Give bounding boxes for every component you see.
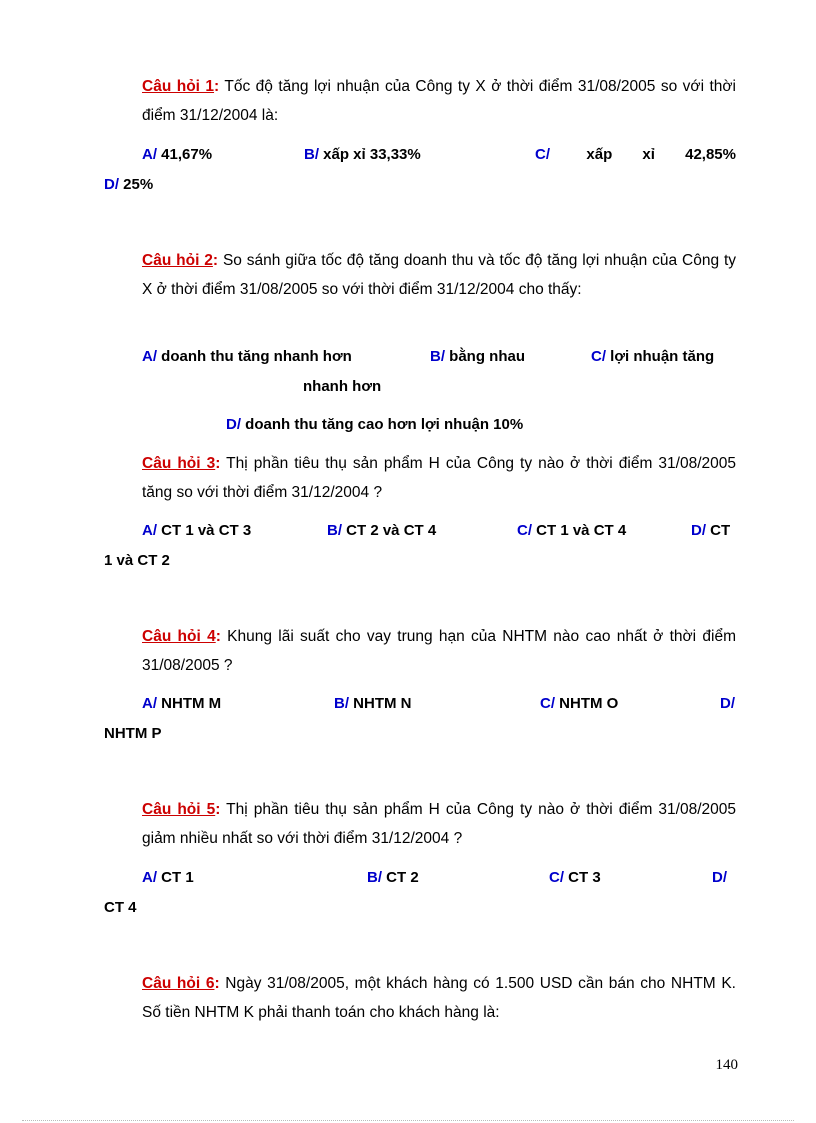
option-b: B/ NHTM N (334, 695, 412, 712)
option-d: D/ 25% (104, 176, 154, 193)
option-d: D/ (712, 869, 727, 886)
question-text: So sánh giữa tốc độ tăng doanh thu và tốc độ tăng lợi nhuận của Công ty X ở thời điểm 31/08/2005 so với thời điểm 31/12/2004 cho thấy: (142, 252, 736, 298)
question-label: Câu hỏi 4 (142, 628, 216, 645)
question-text: Ngày 31/08/2005, một khách hàng có 1.500 USD cần bán cho NHTM K. Số tiền NHTM K phải thanh toán cho khách hàng là: (142, 975, 736, 1021)
option-c: C/ lợi nhuận tăng (591, 348, 715, 365)
page-number: 140 (715, 1057, 738, 1073)
option-c: C/ xấp xỉ 42,85% (535, 146, 736, 163)
question-text: Thị phần tiêu thụ sản phẩm H của Công ty nào ở thời điểm 31/08/2005 giảm nhiều nhất so với thời điểm 31/12/2004 ? (142, 801, 736, 847)
option-a: A/ NHTM M (142, 695, 222, 712)
option-d-continued: 1 và CT 2 (104, 552, 170, 569)
option-c: C/ CT 3 (549, 869, 601, 886)
question-6: Câu hỏi 6: Ngày 31/08/2005, một khách hàng có 1.500 USD cần bán cho NHTM K. Số tiền NHTM K phải thanh toán cho khách hàng là: (142, 975, 736, 1021)
question-text: Khung lãi suất cho vay trung hạn của NHTM nào cao nhất ở thời điểm 31/08/2005 ? (142, 628, 736, 674)
option-b: B/ xấp xỉ 33,33% (304, 146, 421, 163)
question-label: Câu hỏi 2 (142, 252, 213, 269)
question-4: Câu hỏi 4: Khung lãi suất cho vay trung hạn của NHTM nào cao nhất ở thời điểm 31/08/2005 ? (142, 628, 736, 674)
question-text: Thị phần tiêu thụ sản phẩm H của Công ty nào ở thời điểm 31/08/2005 tăng so với thời điểm 31/12/2004 ? (142, 455, 736, 501)
question-label: Câu hỏi 1 (142, 78, 215, 95)
option-c: C/ NHTM O (540, 695, 619, 712)
option-b: B/ CT 2 và CT 4 (327, 522, 437, 539)
option-a: A/ CT 1 và CT 3 (142, 522, 252, 539)
question-label: Câu hỏi 6 (142, 975, 215, 992)
question-5: Câu hỏi 5: Thị phần tiêu thụ sản phẩm H của Công ty nào ở thời điểm 31/08/2005 giảm nhiều nhất so với thời điểm 31/12/2004 ? (142, 801, 736, 847)
option-d-continued: NHTM P (104, 725, 162, 742)
option-b: B/ bằng nhau (430, 348, 525, 365)
option-d: D/ doanh thu tăng cao hơn lợi nhuận 10% (226, 416, 524, 433)
option-c-continued: nhanh hơn (303, 378, 382, 395)
question-label: Câu hỏi 5 (142, 801, 216, 818)
question-2: Câu hỏi 2: So sánh giữa tốc độ tăng doanh thu và tốc độ tăng lợi nhuận của Công ty X ở thời điểm 31/08/2005 so với thời điểm 31/12/2004 cho thấy: (142, 252, 736, 298)
question-text: Tốc độ tăng lợi nhuận của Công ty X ở thời điểm 31/08/2005 so với thời điểm 31/12/2004 là: (142, 78, 736, 124)
option-a: A/ 41,67% (142, 146, 213, 163)
footer-divider (22, 1120, 794, 1121)
option-d: D/ (720, 695, 735, 712)
question-3: Câu hỏi 3: Thị phần tiêu thụ sản phẩm H của Công ty nào ở thời điểm 31/08/2005 tăng so với thời điểm 31/12/2004 ? (142, 455, 736, 501)
option-d-continued: CT 4 (104, 899, 137, 916)
option-d: D/ CT (691, 522, 731, 539)
question-label: Câu hỏi 3 (142, 455, 216, 472)
option-b: B/ CT 2 (367, 869, 419, 886)
option-a: A/ doanh thu tăng nhanh hơn (142, 348, 352, 365)
option-a: A/ CT 1 (142, 869, 194, 886)
question-1: Câu hỏi 1: Tốc độ tăng lợi nhuận của Công ty X ở thời điểm 31/08/2005 so với thời điểm 31/12/2004 là: (142, 78, 736, 124)
option-c: C/ CT 1 và CT 4 (517, 522, 627, 539)
